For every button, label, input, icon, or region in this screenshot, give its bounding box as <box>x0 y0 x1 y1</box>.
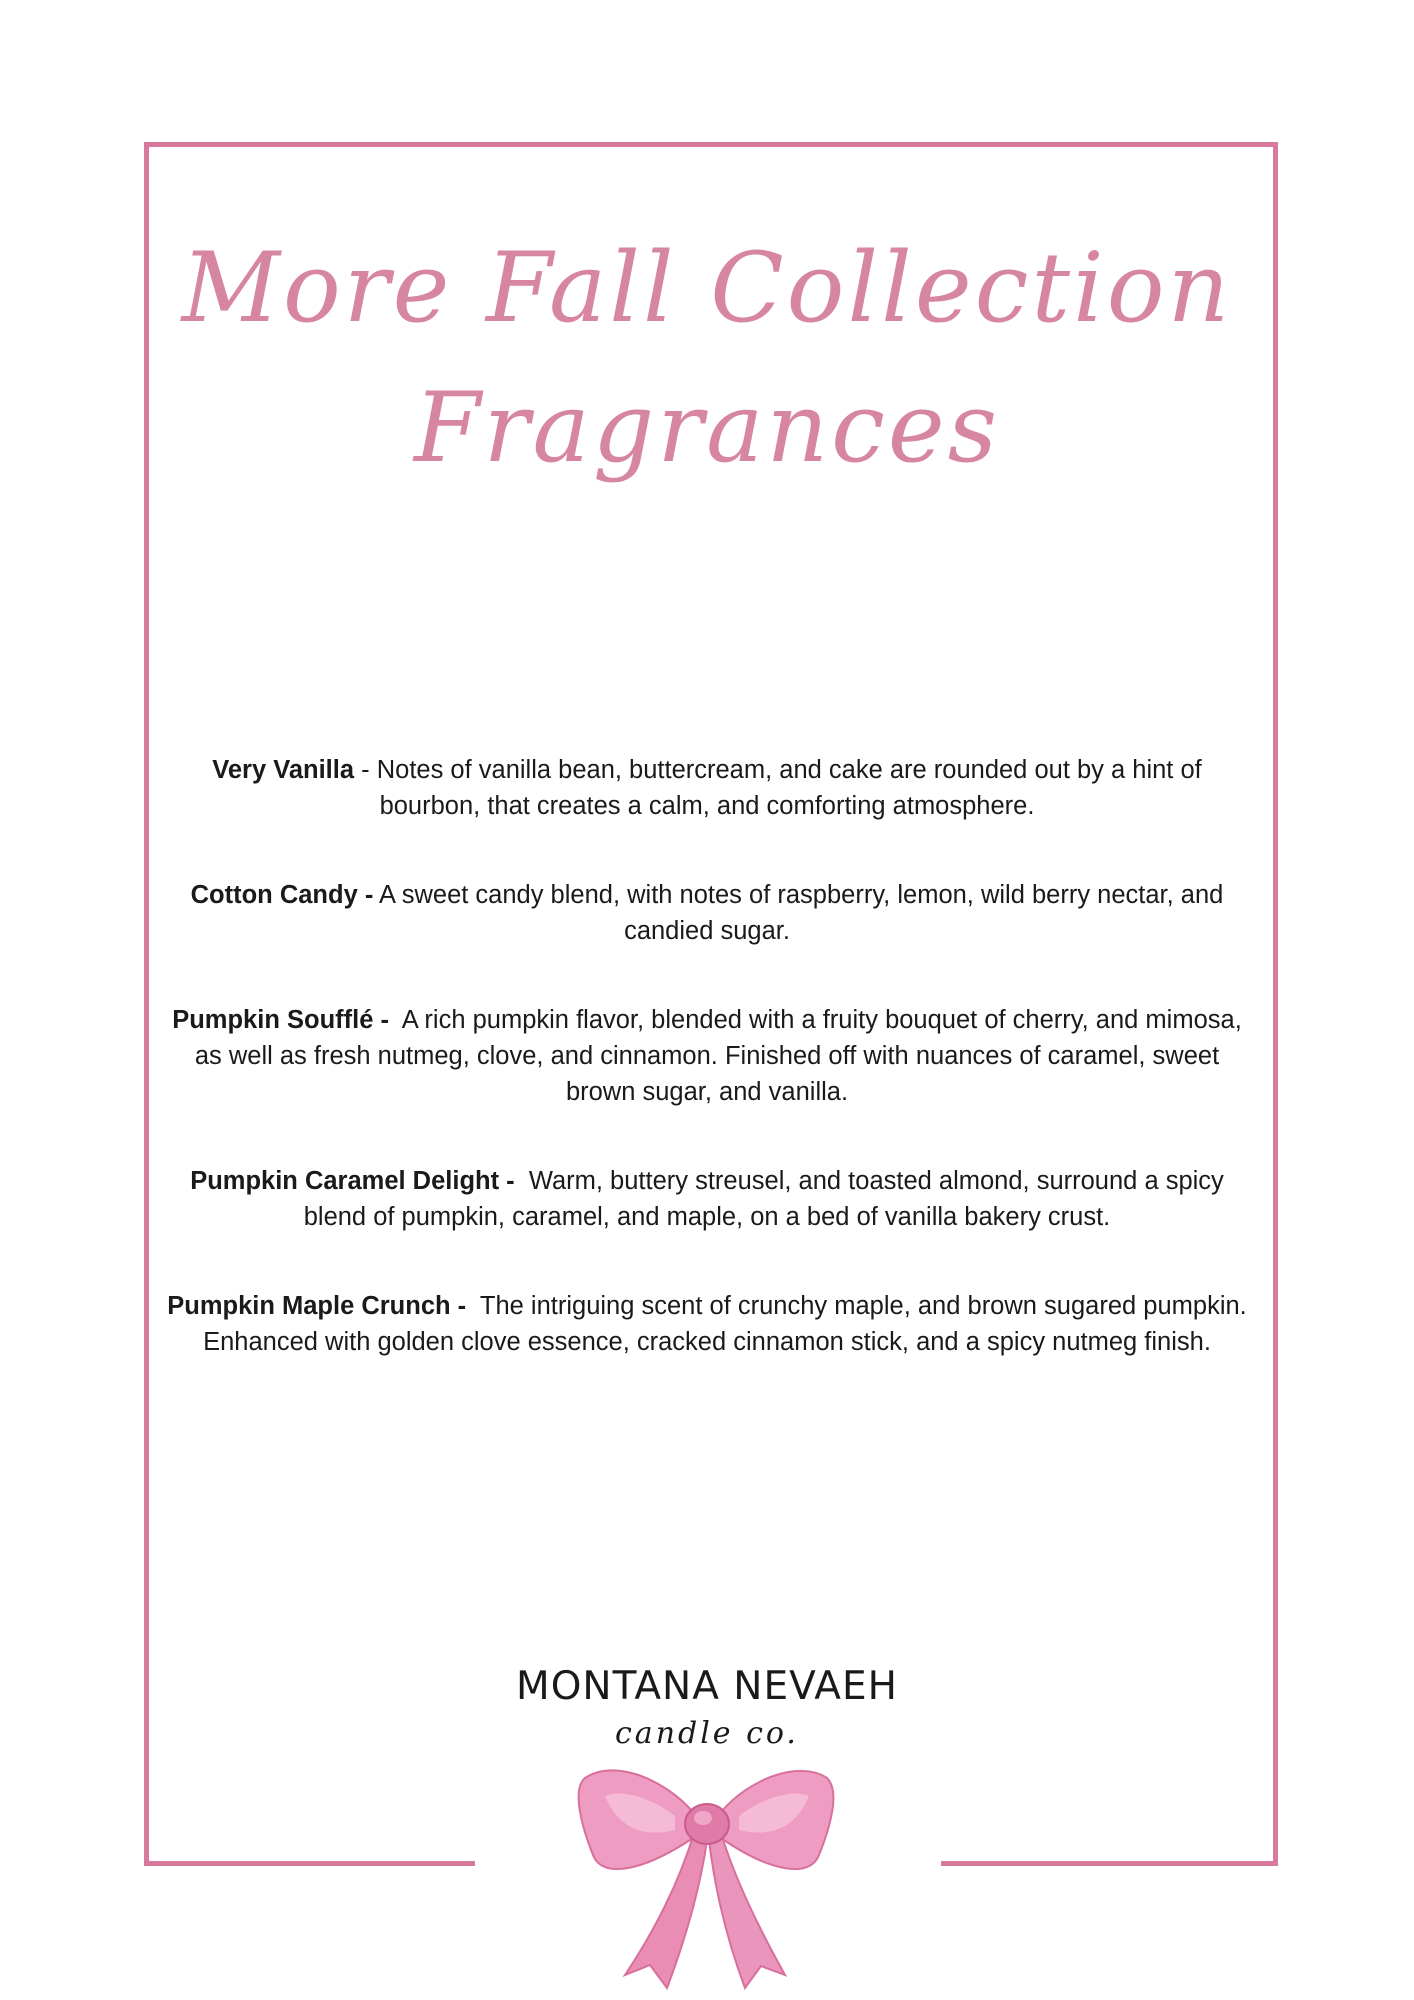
fragrance-separator <box>389 1006 402 1034</box>
fragrance-name: Pumpkin Soufflé - <box>172 1006 389 1034</box>
fragrance-entry-very-vanilla <box>160 752 1254 824</box>
fragrance-description: A sweet candy blend, with notes of raspberry, lemon, wild berry nectar, and candied sugar. <box>379 881 1224 945</box>
brand-logo-tagline: candle co. <box>615 1716 799 1751</box>
fragrance-description: Notes of vanilla bean, buttercream, and cake are rounded out by a hint of bourbon, that creates a calm, and comforting atmosphere. <box>376 756 1202 820</box>
fragrance-entry-cotton-candy <box>160 877 1254 949</box>
fragrance-entry-pumpkin-maple-crunch <box>160 1288 1254 1360</box>
fragrance-separator: - <box>354 756 377 784</box>
fragrance-separator <box>515 1167 529 1195</box>
fragrance-name: Cotton Candy - <box>190 881 374 909</box>
fragrance-list <box>160 752 1254 1413</box>
pink-bow-icon <box>575 1760 839 1996</box>
fragrance-name: Pumpkin Caramel Delight - <box>190 1167 515 1195</box>
fragrance-separator <box>466 1292 480 1320</box>
fragrance-name: Pumpkin Maple Crunch - <box>167 1292 467 1320</box>
page-title-line-2: Fragrances <box>414 372 1000 484</box>
brand-logo-name: MONTANA NEVAEH <box>516 1664 898 1709</box>
fragrance-entry-pumpkin-souffle <box>160 1002 1254 1110</box>
fragrance-name: Very Vanilla <box>212 756 355 784</box>
frame-bottom-border-right <box>941 1861 1278 1866</box>
fragrance-description: Warm, buttery streusel, and toasted almond, surround a spicy blend of pumpkin, caramel, and maple, on a bed of vanilla bakery crust. <box>303 1167 1224 1231</box>
fragrance-entry-pumpkin-caramel-delight <box>160 1163 1254 1235</box>
frame-top-border <box>144 142 1278 147</box>
frame-bottom-border-left <box>144 1861 475 1866</box>
fragrance-description: A rich pumpkin flavor, blended with a fruity bouquet of cherry, and mimosa, as well as fresh nutmeg, clove, and cinnamon. Finished off with nuances of caramel, sweet brown sugar, and vanilla. <box>194 1006 1242 1106</box>
fragrance-description: The intriguing scent of crunchy maple, and brown sugared pumpkin. Enhanced with golden clove essence, cracked cinnamon stick, and a spicy nutmeg finish. <box>203 1292 1247 1356</box>
page-title-line-1: More Fall Collection <box>181 232 1233 344</box>
